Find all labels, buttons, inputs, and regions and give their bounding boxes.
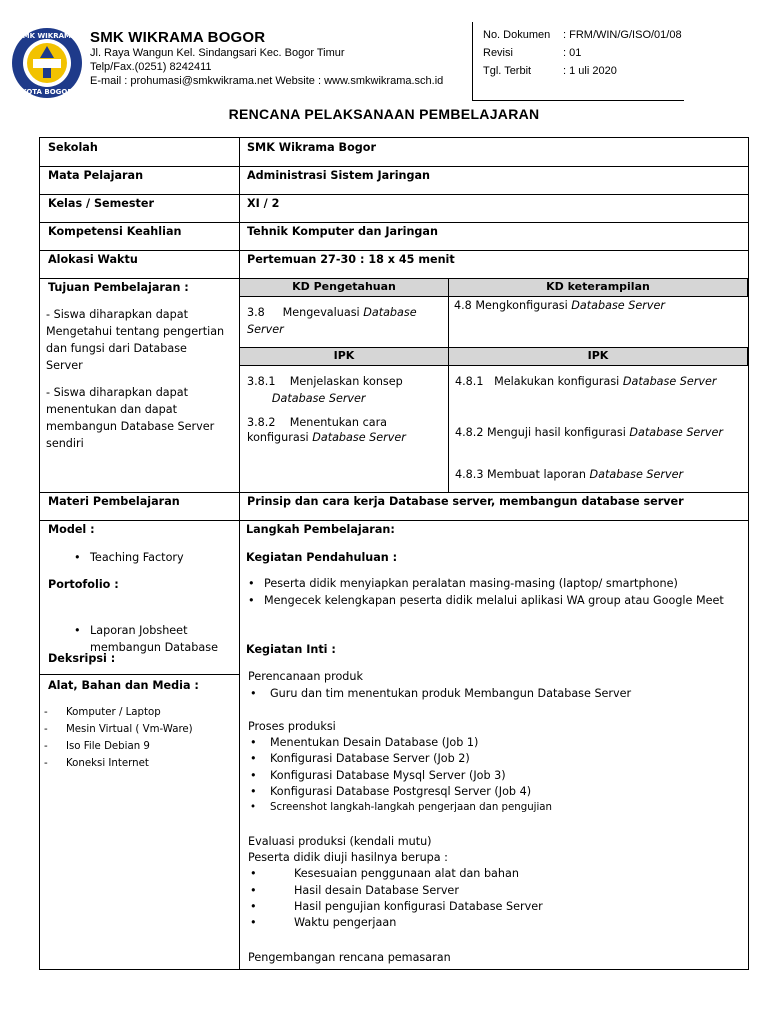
value-materi: Prinsip dan cara kerja Database server, membangun database server [247, 495, 684, 508]
langkah-heading: Langkah Pembelajaran: [246, 523, 395, 536]
tujuan-item: - Siswa diharapkan dapat Mengetahui tentang pengertian dan fungsi dari Database Server [46, 308, 225, 372]
school-phone: Telp/Fax.(0251) 8242411 [90, 61, 212, 73]
pendahuluan-item: • Mengecek kelengkapan peserta didik melalui aplikasi WA group atau Google Meet [246, 592, 736, 609]
school-identity [90, 29, 443, 88]
evaluasi-sub: Peserta didik diuji hasilnya berupa : [248, 851, 448, 865]
kd-pengetahuan-text: 3.8 Mengevaluasi Database Server [247, 306, 417, 336]
pendahuluan-heading: Kegiatan Pendahuluan : [246, 551, 398, 564]
proses-block [248, 719, 738, 816]
ipk-pengetahuan-header: IPK [239, 347, 449, 366]
school-address: Jl. Raya Wangun Kel. Sindangsari Kec. Bogor Timur [90, 47, 345, 59]
alat-item: - Koneksi Internet [44, 755, 234, 772]
evaluasi-item: • Hasil desain Database Server [248, 883, 738, 899]
logo-top-text: SMK WIKRAMA [17, 32, 77, 40]
proses-item: • Konfigurasi Database Postgresql Server (Job 4) [248, 784, 738, 800]
row-divider [40, 674, 239, 675]
kd-keterampilan-text: 4.8 Mengkonfigurasi Database Server [454, 299, 665, 312]
school-logo-icon [10, 26, 84, 100]
row-divider [40, 250, 748, 251]
ipk-keterampilan-item: 4.8.1 Melakukan konfigurasi Database Server [455, 375, 717, 388]
label-portofolio: Portofolio : [48, 578, 119, 591]
pengembangan-heading: Pengembangan rencana pemasaran [248, 951, 451, 964]
value-kompetensi: Tehnik Komputer dan Jaringan [247, 225, 438, 238]
label-tujuan: Tujuan Pembelajaran : [48, 281, 189, 294]
ipk-pengetahuan-item: 3.8.2 Menentukan cara konfigurasi Database Server [247, 416, 406, 444]
perencanaan-item: • Guru dan tim menentukan produk Membangun Database Server [248, 685, 738, 702]
evaluasi-item: • Waktu pengerjaan [248, 915, 738, 931]
school-name: SMK WIKRAMA BOGOR [90, 29, 266, 46]
label-kelas: Kelas / Semester [48, 197, 154, 210]
alat-list [44, 704, 234, 772]
doc-info-row: Tgl. Terbit : 1 uli 2020 [483, 65, 617, 77]
school-contact: E-mail : prohumasi@smkwikrama.net Website : www.smkwikrama.sch.id [90, 75, 444, 87]
label-kompetensi: Kompetensi Keahlian [48, 225, 182, 238]
pendahuluan-item: • Peserta didik menyiapkan peralatan masing-masing (laptop/ smartphone) [246, 575, 736, 592]
doc-info-row: Revisi : 01 [483, 47, 582, 59]
value-mapel: Administrasi Sistem Jaringan [247, 169, 431, 182]
label-deksripsi: Deksripsi : [48, 652, 116, 665]
label-materi: Materi Pembelajaran [48, 495, 180, 508]
label-waktu: Alokasi Waktu [48, 253, 138, 266]
proses-item: • Konfigurasi Database Mysql Server (Job 3) [248, 768, 738, 784]
ipk-keterampilan-item: 4.8.3 Membuat laporan Database Server [455, 468, 684, 481]
model-item: • Teaching Factory [72, 549, 250, 566]
proses-item: • Konfigurasi Database Server (Job 2) [248, 751, 738, 767]
doc-info-row: No. Dokumen : FRM/WIN/G/ISO/01/08 [483, 29, 682, 41]
portofolio-item: • Laporan Jobsheet membangun Database [72, 622, 240, 656]
kd-keterampilan-header: KD keterampilan [448, 278, 748, 297]
logo-bottom-text: KOTA BOGOR [21, 88, 73, 96]
perencanaan-block [248, 668, 738, 702]
value-kelas: XI / 2 [247, 197, 280, 210]
header-divider [472, 100, 684, 101]
value-sekolah: SMK Wikrama Bogor [247, 141, 376, 154]
alat-item: - Mesin Virtual ( Vm-Ware) [44, 721, 234, 738]
evaluasi-item: • Kesesuaian penggunaan alat dan bahan [248, 866, 738, 882]
rpp-table [39, 137, 749, 970]
label-alat: Alat, Bahan dan Media : [48, 679, 199, 692]
document-header [10, 22, 758, 102]
inti-heading: Kegiatan Inti : [246, 643, 336, 656]
row-divider [40, 166, 748, 167]
perencanaan-heading: Perencanaan produk [248, 670, 363, 683]
ipk-pengetahuan-item: 3.8.1 Menjelaskan konsep Database Server [247, 375, 403, 405]
page-title: RENCANA PELAKSANAAN PEMBELAJARAN [228, 106, 540, 122]
evaluasi-heading: Evaluasi produksi (kendali mutu) [248, 835, 432, 848]
ipk-keterampilan-item: 4.8.2 Menguji hasil konfigurasi Database Server [455, 426, 724, 439]
evaluasi-item: • Hasil pengujian konfigurasi Database Server [248, 899, 738, 915]
row-divider [40, 492, 748, 493]
proses-item: • Menentukan Desain Database (Job 1) [248, 735, 738, 751]
tujuan-item: - Siswa diharapkan dapat menentukan dan dapat membangun Database Server sendiri [46, 386, 215, 450]
proses-item: • Screenshot langkah-langkah pengerjaan dan pengujian [248, 800, 738, 816]
row-divider [40, 194, 748, 195]
document-info [472, 22, 705, 100]
proses-heading: Proses produksi [248, 720, 336, 733]
kd-pengetahuan-header: KD Pengetahuan [239, 278, 449, 297]
alat-item: - Iso File Debian 9 [44, 738, 234, 755]
ipk-keterampilan-header: IPK [448, 347, 748, 366]
kd-divider [448, 278, 449, 492]
alat-item: - Komputer / Laptop [44, 704, 234, 721]
evaluasi-block [248, 834, 738, 931]
value-waktu: Pertemuan 27-30 : 18 x 45 menit [247, 253, 455, 266]
label-sekolah: Sekolah [48, 141, 98, 154]
label-model: Model : [48, 523, 95, 536]
row-divider [40, 222, 748, 223]
pendahuluan-list [246, 575, 736, 609]
label-mapel: Mata Pelajaran [48, 169, 144, 182]
